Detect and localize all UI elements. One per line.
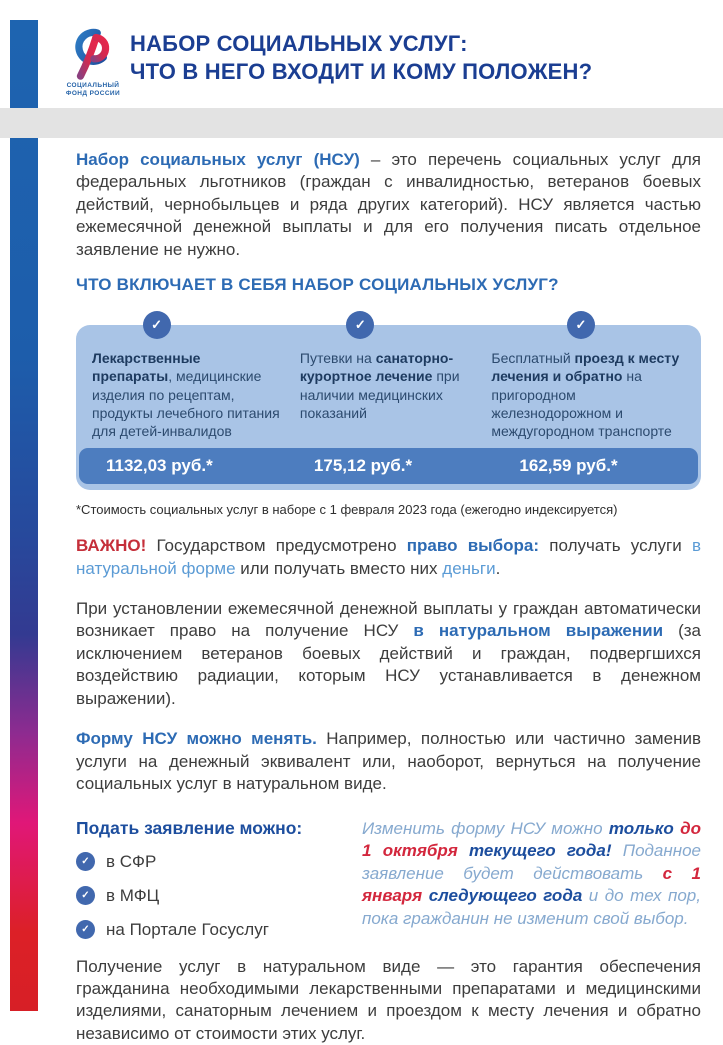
- price-bar: [79, 448, 698, 484]
- apply-list: [76, 852, 348, 940]
- service-column-medicines: Лекарственные препараты, медицинские изделия по рецептам, продукты лечебного питания для детей-инвалидов: [92, 349, 282, 440]
- price-value: 1132,03 руб.*: [92, 456, 282, 476]
- apply-section: [76, 818, 348, 940]
- check-icon: ✓: [76, 852, 95, 871]
- org-logo: [54, 26, 132, 98]
- apply-heading: Подать заявление можно:: [76, 818, 348, 839]
- apply-option-label: в СФР: [106, 852, 156, 872]
- service-column-transport: Бесплатный проезд к месту лечения и обратно на пригородном железнодорожном и междугородном транспорте: [491, 349, 685, 440]
- price-value: 162,59 руб.*: [491, 456, 685, 476]
- apply-deadline-row: [76, 818, 701, 940]
- service-column-sanatorium: Путевки на санаторно-курортное лечение при наличии медицинских показаний: [300, 349, 473, 440]
- apply-option-gosuslugi: [76, 920, 348, 940]
- important-paragraph: ВАЖНО! Государством предусмотрено право выбора: получать услуги в натуральной форме или получать вместо них деньги.: [76, 535, 701, 580]
- social-fund-logo-icon: [64, 26, 122, 80]
- services-grid: [92, 349, 685, 440]
- divider-band: [0, 108, 723, 138]
- services-heading: ЧТО ВКЛЮЧАЕТ В СЕБЯ НАБОР СОЦИАЛЬНЫХ УСЛУГ?: [76, 275, 701, 295]
- services-card: [76, 325, 701, 490]
- apply-option-mfc: [76, 886, 348, 906]
- main-content: [0, 149, 723, 1045]
- org-name: СОЦИАЛЬНЫЙ ФОНД РОССИИ: [54, 82, 132, 98]
- apply-option-label: на Портале Госуслуг: [106, 920, 269, 940]
- check-icon: ✓: [76, 886, 95, 905]
- check-icon: ✓: [567, 311, 595, 339]
- page-title: НАБОР СОЦИАЛЬНЫХ УСЛУГ: ЧТО В НЕГО ВХОДИТ И КОМУ ПОЛОЖЕН?: [130, 30, 592, 86]
- apply-option-sfr: [76, 852, 348, 872]
- header: [0, 0, 723, 108]
- check-icon: ✓: [143, 311, 171, 339]
- apply-option-label: в МФЦ: [106, 886, 159, 906]
- check-icon: ✓: [76, 920, 95, 939]
- deadline-note: Изменить форму НСУ можно только до 1 октября текущего года! Поданное заявление будет действовать с 1 января следующего года и до тех пор, пока гражданин не изменит свой выбор.: [362, 818, 701, 940]
- natural-form-paragraph: При установлении ежемесячной денежной выплаты у граждан автоматически возникает право на получение НСУ в натуральном выражении (за исключением ветеранов боевых действий и граждан, подвергшихся воздействию радиации, которым НСУ устанавливается в денежном выражении).: [76, 598, 701, 710]
- closing-paragraph: Получение услуг в натуральном виде — это гарантия обеспечения гражданина необходимыми лекарственными препаратами и медицинскими изделиями, санаторным лечением и проездом к месту лечения и обратно независимо от стоимости этих услуг.: [76, 956, 701, 1045]
- footnote: *Стоимость социальных услуг в наборе с 1 февраля 2023 года (ежегодно индексируется): [76, 502, 701, 517]
- price-value: 175,12 руб.*: [300, 456, 473, 476]
- intro-paragraph: Набор социальных услуг (НСУ) – это перечень социальных услуг для федеральных льготников (граждан с инвалидностью, ветеранов боевых действий, чернобыльцев и ряда других категорий). НСУ является частью ежемесячной денежной выплаты и для его получения писать отдельное заявление не нужно.: [76, 149, 701, 261]
- check-icon: ✓: [346, 311, 374, 339]
- change-form-paragraph: Форму НСУ можно менять. Например, полностью или частично заменив услуги на денежный эквивалент или, наоборот, вернуться на получение социальных услуг в натуральном виде.: [76, 728, 701, 795]
